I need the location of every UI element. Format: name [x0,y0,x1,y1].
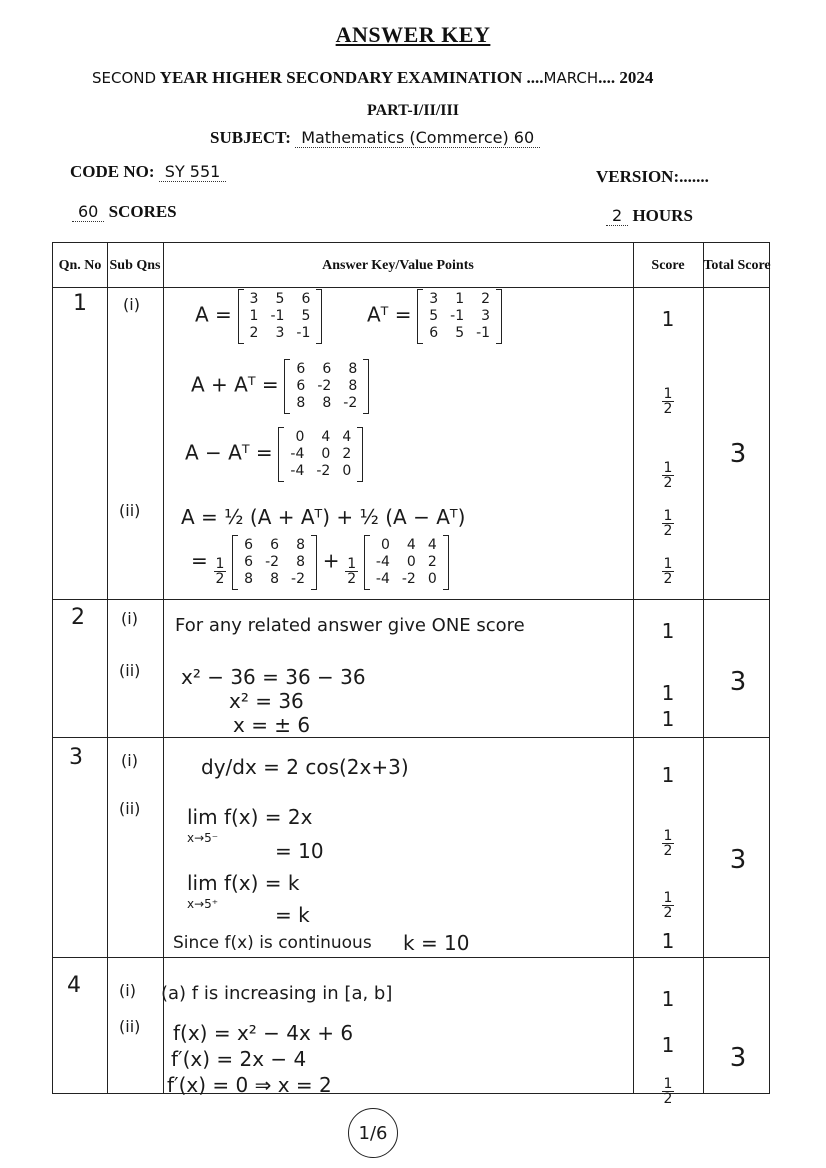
question-number: 3 [69,745,83,770]
matrix-entry: -4 [290,446,305,462]
matrix-entry: 4 [321,429,331,445]
col-divider [633,243,634,1093]
matrix-entry: 8 [296,554,306,570]
decomposition-values [191,535,449,590]
total-score: 3 [729,1043,747,1073]
total-score: 3 [729,845,747,875]
subject-label: SUBJECT: [210,128,291,147]
matrix-a-minus-at-block [185,427,363,482]
col-divider [163,243,164,1093]
matrix-entry: 3 [249,291,259,307]
half-fraction: $\frac{1}{2}$ [215,555,225,587]
matrix-entry: -2 [265,554,280,570]
matrix-a-minus-at [278,427,363,482]
matrix-entry: 3 [481,308,491,324]
exam-month: MARCH [543,69,599,87]
matrix-entry: -4 [375,554,390,570]
matrix-entry: 8 [244,571,254,587]
sub-question: (i) [121,609,138,628]
matrix-entry: 0 [342,463,352,479]
row-divider [53,599,769,600]
score-value: 1 [661,307,675,331]
matrix-entry: 8 [348,361,358,377]
matrix-entry: 5 [301,308,311,324]
score-value: 1 [661,987,675,1011]
exam-prefix: SECOND [92,69,157,87]
a-minus-at-label: A − Aᵀ = [185,440,273,465]
score-value: $\frac{1}{2}$ [663,386,673,417]
score-value: 1 [661,929,675,953]
score-value: 1 [661,763,675,787]
exam-year: 2024 [619,68,654,87]
matrix-entry: 1 [455,291,465,307]
matrix-entry: 5 [275,291,285,307]
scores-value: 60 [72,202,104,222]
matrix-entry: 8 [270,571,280,587]
a-plus-at-label: A + Aᵀ = [191,372,279,397]
left-limit: lim f(x) = 2x [187,805,313,829]
sub-question: (i) [119,981,136,1000]
sub-question: (i) [123,295,140,314]
matrix-entry: 4 [427,537,437,553]
version-label: VERSION:....... [596,167,709,186]
score-value: 1 [661,707,675,731]
score-value: $\frac{1}{2}$ [663,1076,673,1107]
decomposition: A = ½ (A + Aᵀ) + ½ (A − Aᵀ) [181,505,466,529]
matrix-entry: -1 [270,308,285,324]
matrix-at-block [367,289,502,344]
total-score: 3 [729,439,747,469]
equation: f′(x) = 0 ⇒ x = 2 [167,1073,332,1097]
score-value: 1 [661,681,675,705]
answer-text: For any related answer give ONE score [175,615,525,636]
exam-line: SECOND YEAR HIGHER SECONDARY EXAMINATION ....MARCH.... 2024 [92,68,654,87]
scores-label: SCORES [108,202,177,221]
matrix-entry: -2 [343,395,358,411]
header-answer: Answer Key/Value Points [322,257,474,273]
matrix-entry: 0 [380,537,390,553]
matrix-entry: 4 [342,429,352,445]
right-limit: lim f(x) = k [187,871,300,895]
equals-sign: = [191,548,208,573]
left-limit-value: = 10 [275,839,324,863]
answer-table [52,242,771,1107]
score-value: $\frac{1}{2}$ [663,890,673,921]
matrix-entry: 8 [296,395,306,411]
matrix-entry: -2 [291,571,306,587]
matrix-entry: 4 [406,537,416,553]
score-value: $\frac{1}{2}$ [663,556,673,587]
matrix-a-minus-at-copy [364,535,449,590]
matrix-entry: 6 [296,378,306,394]
hours-line [606,206,693,226]
scores-line [72,202,177,222]
matrix-entry: 2 [427,554,437,570]
exam-text: YEAR HIGHER SECONDARY EXAMINATION [159,68,523,87]
matrix-a-label: A = [195,302,232,327]
matrix-at [417,289,502,344]
code-line [70,162,226,182]
question-number: 4 [67,973,81,998]
total-score: 3 [729,667,747,697]
col-divider [107,243,108,1093]
score-value: $\frac{1}{2}$ [663,460,673,491]
matrix-entry: -1 [296,325,311,341]
question-number: 1 [73,291,87,316]
subject-line [210,128,540,148]
sub-question: (ii) [119,1017,141,1036]
matrix-entry: 5 [455,325,465,341]
matrix-entry: 8 [322,395,332,411]
score-value: $\frac{1}{2}$ [663,508,673,539]
equation: x² − 36 = 36 − 36 [181,665,366,689]
matrix-entry: 6 [429,325,439,341]
matrix-entry: 6 [296,361,306,377]
matrix-a-block [195,289,322,344]
score-value: $\frac{1}{2}$ [663,828,673,859]
header-total: Total Score [703,257,771,273]
matrix-entry: 0 [321,446,331,462]
matrix-a [238,289,323,344]
matrix-entry: 6 [301,291,311,307]
sub-question: (ii) [119,661,141,680]
matrix-at-label: Aᵀ = [367,302,412,327]
page-number: 1/6 [348,1108,398,1158]
answer-text: (a) f is increasing in [a, b] [161,983,393,1004]
equation: f′(x) = 2x − 4 [171,1047,307,1071]
code-value: SY 551 [159,162,227,182]
hours-label: HOURS [632,206,693,225]
half-fraction: $\frac{1}{2}$ [347,555,357,587]
matrix-entry: 2 [249,325,259,341]
matrix-entry: 0 [295,429,305,445]
subject-value: Mathematics (Commerce) 60 [295,128,540,148]
page-title: ANSWER KEY [335,22,491,47]
header-qno: Qn. No [58,257,102,273]
header-score: Score [651,257,685,273]
matrix-entry: 0 [406,554,416,570]
sub-question: (i) [121,751,138,770]
sub-question: (ii) [119,799,141,818]
matrix-entry: -4 [375,571,390,587]
matrix-entry: 8 [348,378,358,394]
header-sub: Sub Qns [109,257,161,273]
right-limit-subscript: x→5⁺ [187,897,219,911]
matrix-entry: -2 [401,571,416,587]
matrix-entry: 2 [481,291,491,307]
matrix-entry: 8 [296,537,306,553]
sub-question: (ii) [119,501,141,520]
left-limit-subscript: x→5⁻ [187,831,219,845]
row-divider [53,287,769,288]
matrix-entry: 6 [322,361,332,377]
score-value: 1 [661,619,675,643]
matrix-entry: -4 [290,463,305,479]
question-number: 2 [71,605,85,630]
matrix-entry: -1 [476,325,491,341]
derivative: dy/dx = 2 cos(2x+3) [201,755,409,779]
code-label: CODE NO: [70,162,155,181]
matrix-entry: 0 [427,571,437,587]
equation: x² = 36 [229,689,304,713]
matrix-a-plus-at-block [191,359,369,414]
score-value: 1 [661,1033,675,1057]
continuity-statement: Since f(x) is continuous [173,933,372,953]
right-limit-value: = k [275,903,310,927]
plus-sign: + [322,548,340,573]
row-divider [53,737,769,738]
matrix-entry: 5 [429,308,439,324]
matrix-entry: -1 [450,308,465,324]
matrix-entry: -2 [317,378,332,394]
matrix-entry: 3 [429,291,439,307]
matrix-entry: 1 [249,308,259,324]
matrix-entry: -2 [316,463,331,479]
part-label: PART-I/II/III [367,102,459,119]
matrix-entry: 6 [244,554,254,570]
row-divider [53,957,769,958]
matrix-entry: 6 [244,537,254,553]
matrix-a-plus-at-copy [232,535,317,590]
matrix-entry: 2 [342,446,352,462]
hours-value: 2 [606,206,628,226]
equation: f(x) = x² − 4x + 6 [173,1021,354,1045]
matrix-a-plus-at [284,359,369,414]
k-value: k = 10 [403,931,470,955]
matrix-entry: 6 [270,537,280,553]
matrix-entry: 3 [275,325,285,341]
equation: x = ± 6 [233,713,311,737]
